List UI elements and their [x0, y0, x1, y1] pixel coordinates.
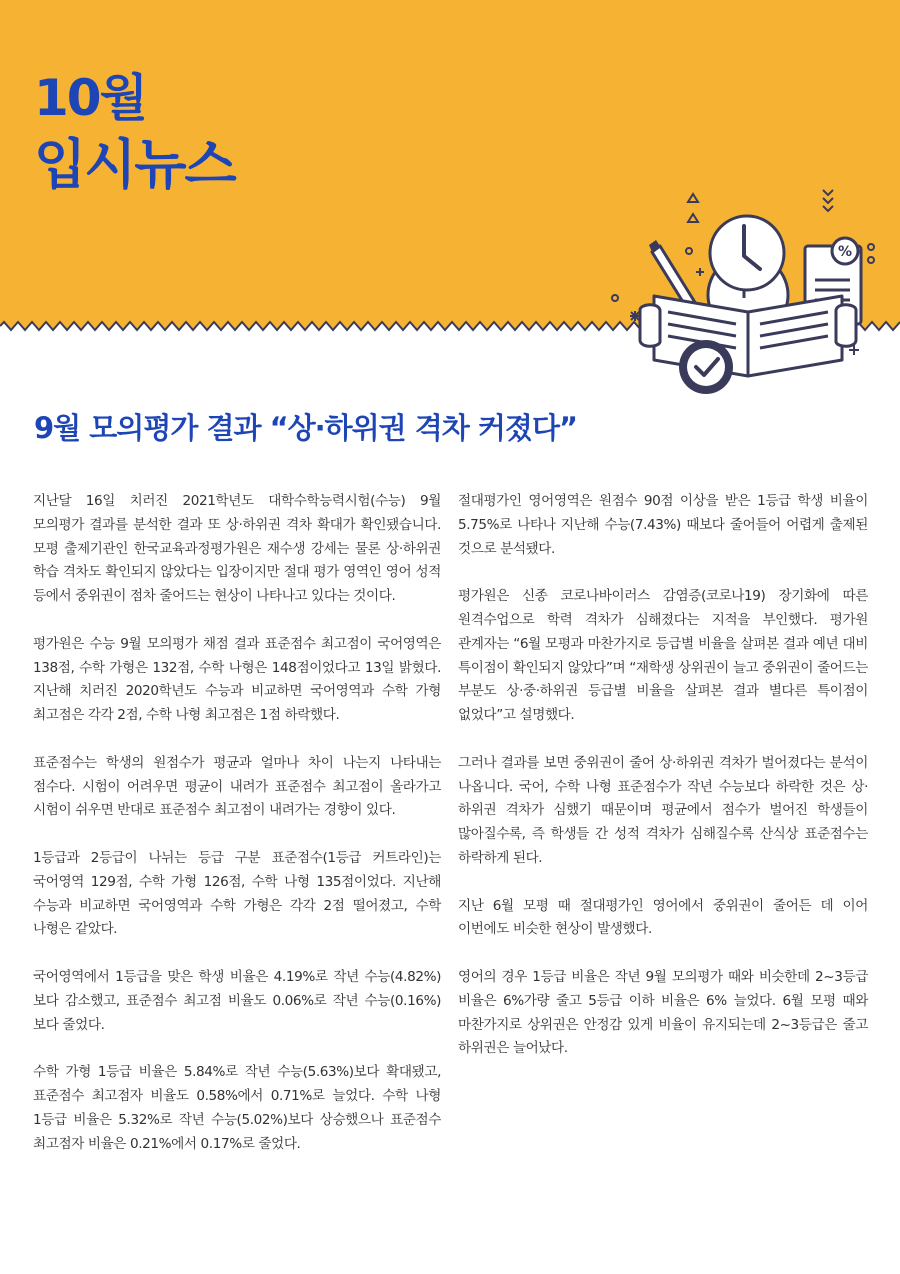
page-title: 입시뉴스 [34, 133, 235, 196]
paragraph: 지난 6월 모평 때 절대평가인 영어에서 중위권이 줄어든 데 이어 이번에도 비슷한 현상이 발생했다. [458, 897, 868, 938]
checkmark-badge-icon [679, 340, 733, 394]
paragraph: 절대평가인 영어영역은 원점수 90점 이상을 받은 1등급 학생 비율이 5.75%로 나타나 지난해 수능(7.43%) 때보다 줄어들어 어렵게 출제된 것으로 분석됐다. [458, 493, 868, 557]
header-banner [0, 0, 900, 350]
newspaper-illustration [600, 180, 890, 400]
paragraph: 평가원은 신종 코로나바이러스 감염증(코로나19) 장기화에 따른 원격수업으로 학력 격차가 심해졌다는 지적을 부인했다. 평가원 관계자는 “6월 모평과 마찬가지로 등급별 비율을 살펴본 결과 예년 대비 특이점이 확인되지 않았다”며 “재학생 상위권이 늘고 중위권이 줄어드는 부분도 상·중·하위권 등급별 비율을 살펴본 결과 별다른 특이점이 없었다”고 설명했다. [458, 588, 868, 724]
paragraph: 표준점수는 학생의 원점수가 평균과 얼마나 차이 나는지 나타내는 점수다. 시험이 어려우면 평균이 내려가 표준점수 최고점이 올라가고 시험이 쉬우면 반대로 표준점수 최고점이 내려가는 경향이 있다. [33, 754, 441, 819]
article-column-right [458, 490, 868, 1085]
circle-icon [868, 244, 874, 250]
paragraph: 영어의 경우 1등급 비율은 작년 9월 모의평가 때와 비슷한데 2~3등급 비율은 6%가량 줄고 5등급 이하 비율은 6% 늘었다. 6월 모평 때와 마찬가지로 상위권은 안정감 있게 비율이 유지되는데 2~3등급은 줄고 하위권은 늘어났다. [458, 968, 868, 1057]
paragraph: 국어영역에서 1등급을 맞은 학생 비율은 4.19%로 작년 수능(4.82%)보다 감소했고, 표준점수 최고점 비율도 0.06%로 작년 수능(0.16%)보다 줄었다. [33, 968, 441, 1033]
circle-icon [868, 257, 874, 263]
triangle-icon [688, 194, 698, 222]
circle-icon [686, 248, 692, 254]
chevrons-down-icon [823, 190, 833, 211]
paragraph: 지난달 16일 치러진 2021학년도 대학수학능력시험(수능) 9월 모의평가 결과를 분석한 결과 또 상·하위권 격차 확대가 확인됐습니다. 모평 출제기관인 한국교육과정평가원은 재수생 강세는 물론 상·하위권 학습 격차도 확인되지 않았다는 입장이지만 절대 평가 영역인 영어 성적 등에서 중위권이 점차 줄어드는 현상이 나타나고 있다는 것이다. [33, 493, 441, 605]
article-column-left [33, 490, 441, 1180]
svg-text:%: % [837, 244, 853, 260]
month-label: 10월 [34, 69, 146, 127]
paragraph: 수학 가형 1등급 비율은 5.84%로 작년 수능(5.63%)보다 확대됐고, 표준점수 최고점자 비율도 0.58%에서 0.71%로 늘었다. 수학 나형 1등급 비율은 5.32%로 작년 수능(5.02%)보다 상승했으나 표준점수 최고점자 비율은 0.21%에서 0.17%로 줄었다. [33, 1064, 441, 1152]
paragraph: 1등급과 2등급이 나뉘는 등급 구분 표준점수(1등급 커트라인)는 국어영역 129점, 수학 가형 126점, 수학 나형 135점이었다. 지난해 수능과 비교하면 국어영역과 수학 가형은 각각 2점 떨어졌고, 수학 나형은 같았다. [33, 849, 441, 938]
paragraph: 그러나 결과를 보면 중위권이 줄어 상·하위권 격차가 벌어졌다는 분석이 나옵니다. 국어, 수학 나형 표준점수가 작년 수능보다 하락한 것은 상·하위권 격차가 심했기 때문이며 평균에서 점수가 벌어진 학생들이 많아질수록, 즉 학생들 간 성적 격차가 심해질수록 산식상 표준점수는 하락하게 된다. [458, 754, 868, 866]
circle-icon [612, 295, 618, 301]
article-headline: 9월 모의평가 결과 “상·하위권 격차 커졌다” [34, 411, 578, 445]
paragraph: 평가원은 수능 9월 모의평가 채점 결과 표준점수 최고점이 국어영역은 138점, 수학 가형은 132점, 수학 나형은 148점이었다고 13일 밝혔다. 지난해 치러진 2020학년도 수능과 비교하면 국어영역과 수학 가형 최고점은 각각 2점, 수학 나형 최고점은 1점 하락했다. [33, 635, 441, 724]
